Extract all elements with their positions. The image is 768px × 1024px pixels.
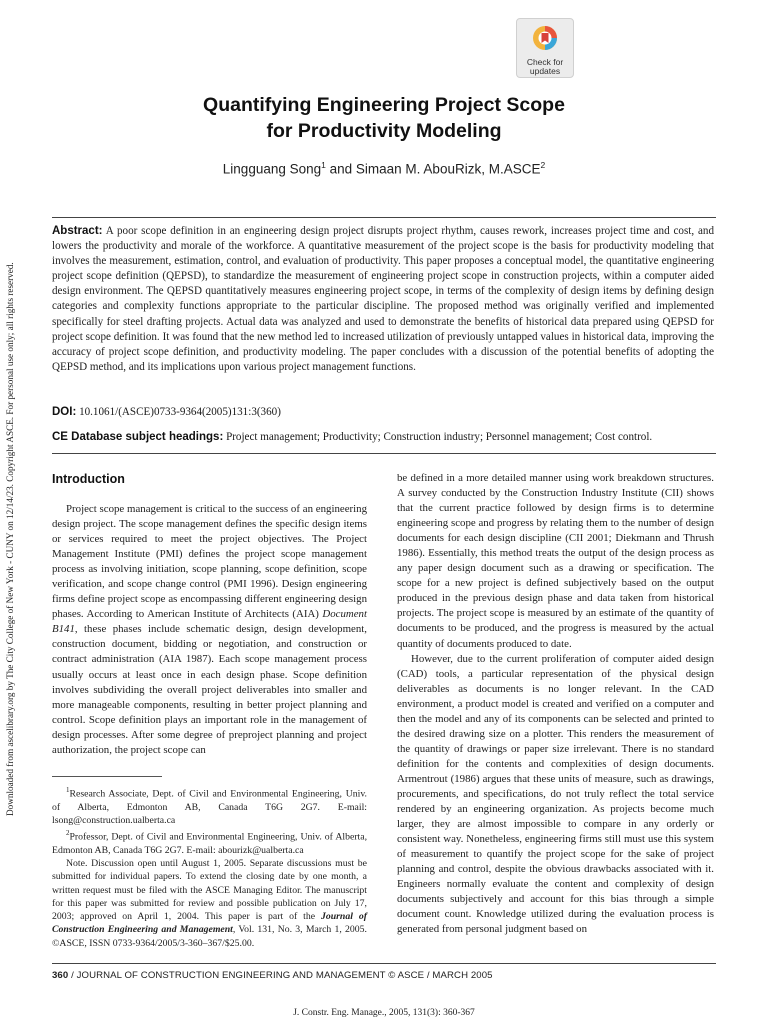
title-line-1: Quantifying Engineering Project Scope	[203, 94, 565, 116]
footnote-2	[52, 827, 367, 857]
text-run: Note. Discussion open until August 1, 2005. Separate discussions must be submitted for individual papers. To extend the closing date by one month, a written request must be filed with the ASCE Managing Editor. The manuscript for this paper was submitted for review and possible publication on July 17, 2003; approved on April 1, 2004. This paper is part of the	[52, 857, 367, 923]
citation-footer: J. Constr. Eng. Manage., 2005, 131(3): 360-367	[293, 1008, 475, 1018]
abstract-rule	[52, 453, 716, 454]
text-run: , these phases include schematic design, design development, construction document, bidding or negotiation, and construction or contract administration (AIA 1987). Each scope management process usually occurs at least once in each design phase. Scope definition involves subdividing the overall project deliverables into smaller and more manageable components, resulting in better project planning and control. Scope definition plays an important role in the management of design processes. After some degree of preproject planning and project authorization, the project scope can	[52, 623, 367, 756]
column-left	[52, 502, 367, 758]
author-2: and Simaan M. AbouRizk, M.ASCE	[325, 161, 541, 177]
download-notice: Downloaded from ascelibrary.org by The City College of New York - CUNY on 12/14/23. Copyright ASCE. For personal use only; all rights reserved.	[5, 262, 15, 816]
page-number: 360	[52, 970, 69, 981]
author-1-affiliation-mark: 1	[321, 160, 326, 170]
text-run: , Vol. 131, No. 3, March 1, 2005. ©ASCE, ISSN 0733-9364/2005/3-360–367/$25.00.	[52, 924, 367, 949]
author-1: Lingguang Song	[222, 161, 322, 177]
body-paragraph-1: be defined in a more detailed manner using work breakdown structures. A survey conducted by the Construction Industry Institute (CII) shows that the current practice followed by design firms is to determine engineering scope and progress by relating them to the number of design documents for each design discipline (CII 2001; Diekmann and Thrush 1986). Essentially, this method treats the output of the design process as any paper design document such as a drawing or specification. The scope for a new project is defined subjectively based on the output produced in the previous design phase and data taken from historical projects. The project scope is measured by an estimate of the quantity of documents to be produced, and the progress is measured by the actual quantity of documents produced to date.	[397, 472, 714, 650]
doi-line	[52, 405, 714, 420]
body-paragraph-2: However, due to the current proliferation of computer aided design (CAD) tools, a particular representation of the physical design deliverables as documents is no longer relevant. In the CAD environment, a product model is created and verified on a computer and then the model and any of its components can be selected and printed to the desired drawing size on a plotter. This renders the measurement of the quantity of drawings or paper size irrelevant. There is no standard definition for the contents and complexities of design documents. Armentrout (1986) argues that these units of measure, such as drawings, procurements, and specifications, do not truly reflect the total service rendered by an engineering organization. As projects become much larger, they are almost impossible to compare in any orderly or consistent way. Nonetheless, engineering firms still must use this system of measurement to quantify the project scope for the sake of project planning and control, despite the obvious drawbacks associated with it. Engineers normally evaluate the content and complexity of design documents subjectively and account for this bias through a simple document count. Knowledge utilized during the evaluation process is generated from personal judgment based on	[397, 652, 714, 936]
journal-name: Journal of Construction Engineering and Management	[52, 911, 367, 936]
column-right	[397, 471, 714, 937]
doi-label: DOI:	[52, 406, 77, 418]
author-line	[52, 156, 716, 179]
check-for-updates-icon	[532, 25, 558, 51]
abstract	[52, 224, 714, 375]
title-line-2: for Productivity Modeling	[266, 120, 502, 142]
document-title: Document B141	[52, 608, 367, 636]
footnote-mark: 1	[66, 786, 70, 794]
footnote-mark: 2	[66, 829, 70, 838]
footnotes	[52, 784, 367, 950]
header-rule	[52, 217, 716, 218]
footnote-text: Professor, Dept. of Civil and Environmental Engineering, Univ. of Alberta, Edmonton AB, Canada T6G 2G7. E-mail: abourizk@ualberta.ca	[52, 831, 367, 856]
footer-rule	[52, 963, 716, 964]
abstract-text: A poor scope definition in an engineering design project disrupts project rhythm, causes rework, increases project time and cost, and lowers the productivity and morale of the workforce. A quantitative measurement of the project scope is the basis for productivity modeling that involves the measurement, estimation, control, and evaluation of productivity. This paper proposes a conceptual model, the quantitative engineering project scope definition (QEPSD), to standardize the measurement of engineering project scope in construction projects, within a computer aided design environment. The QEPSD quantitatively measures engineering project scope, in terms of the complexity of design items by defining design categories and complexity functions appropriate to the particular discipline. The proposed method was originally verified and implemented specifically for steel drafting projects. Actual data was analyzed and used to demonstrate the benefits of historical data prepared using QEPSD for project scope definition. It was found that the new method led to increased utilization of previously untapped values in historical data, improving the accuracy of project scope definition, and productivity modeling. The paper concludes with a discussion of the potential benefits of adopting the QEPSD method, and its implications upon various project management functions.	[52, 225, 714, 373]
check-for-updates-badge[interactable]	[516, 18, 574, 78]
text-run: Project scope management is critical to the success of an engineering design project. The scope management defines the specific design items or services required to meet the project objectives. The Project Management Institute (PMI) defines the project scope management process as involving initiation, scope planning, scope definition, scope verification, and scope change control (PMI 1996). Design engineering firms define project scope as encompassing different engineering design phases. According to American Institute of Architects (AIA)	[52, 503, 367, 621]
doi-value[interactable]: 10.1061/(ASCE)0733-9364(2005)131:3(360)	[79, 406, 281, 418]
section-heading-introduction: Introduction	[52, 472, 125, 486]
footnote-rule	[52, 776, 162, 777]
subject-headings-value: Project management; Productivity; Construction industry; Personnel management; Cost control.	[226, 431, 653, 443]
footnote-text: Research Associate, Dept. of Civil and Environmental Engineering, Univ. of Alberta, Edmonton AB, Canada T6G 2G7. E-mail: lsong@construction.ualberta.ca	[52, 788, 367, 826]
running-footer-text: / JOURNAL OF CONSTRUCTION ENGINEERING AND MANAGEMENT © ASCE / MARCH 2005	[68, 970, 493, 981]
subject-headings	[52, 430, 714, 445]
abstract-label: Abstract:	[52, 225, 103, 237]
footnote-note	[52, 857, 367, 950]
badge-label-line1: Check for	[526, 57, 564, 67]
intro-paragraph-1	[52, 502, 367, 758]
author-2-affiliation-mark: 2	[540, 160, 546, 170]
badge-label-line2: updates	[529, 66, 561, 76]
paper-title	[52, 92, 716, 144]
footnote-1	[52, 784, 367, 827]
running-footer	[52, 970, 493, 981]
subject-headings-label: CE Database subject headings:	[52, 431, 224, 443]
